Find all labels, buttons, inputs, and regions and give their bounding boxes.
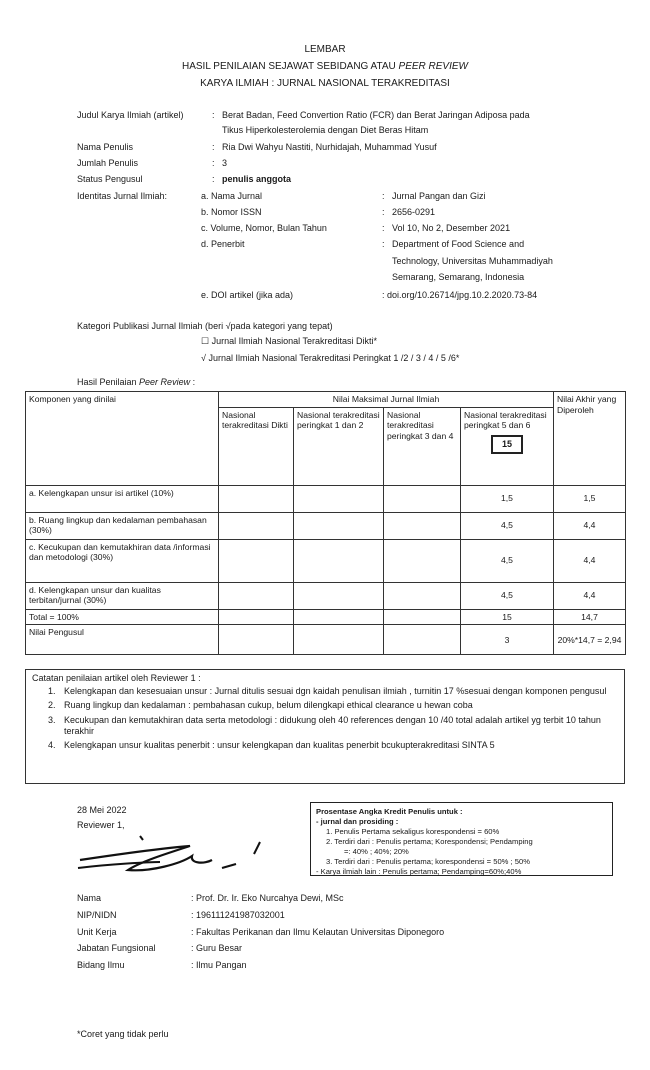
notes-title: Catatan penilaian artikel oleh Reviewer 1 : <box>32 673 201 683</box>
jumlah-value: 3 <box>222 158 228 168</box>
sign-reviewer: Reviewer 1, <box>77 820 125 830</box>
note-item: 1. Kelengkapan dan kesesuaian unsur : Jurnal ditulis sesuai dgn kaidah penulisan ilmiah , turnitin 17 %sesuai dengan komponen pengusul <box>58 686 618 697</box>
credit-sub: - jurnal dan prosiding : <box>316 817 399 827</box>
jurnal-field-label: e. DOI artikel (jika ada) <box>201 290 294 300</box>
colon: : <box>382 239 385 249</box>
jurnal-field-value: Semarang, Semarang, Indonesia <box>392 272 525 282</box>
penulis-label: Nama Penulis <box>77 142 134 152</box>
signature-icon <box>70 828 280 886</box>
header-nilai-maks: Nilai Maksimal Jurnal Ilmiah <box>219 392 554 408</box>
kategori-title: Kategori Publikasi Jurnal Ilmiah (beri √pada kategori yang tepat) <box>77 321 333 331</box>
footnote: *Coret yang tidak perlu <box>77 1029 169 1039</box>
checkbox-dikti[interactable]: ☐ Jurnal Ilmiah Nasional Terakreditasi Dikti* <box>201 336 377 346</box>
note-item: 2. Ruang lingkup dan kedalaman : pembahasan cukup, belum dilengkapi ethical clearance u hewan coba <box>58 700 618 711</box>
header-col: Nasional terakreditasi peringkat 5 dan 6 15 <box>461 407 554 485</box>
credit-item: 1. Penulis Pertama sekaligus korespondensi = 60% <box>326 827 500 837</box>
credit-last: - Karya ilmiah lain : Penulis pertama; Pendamping=60%;40% <box>316 867 522 877</box>
jurnal-field-value: Technology, Universitas Muhammadiyah <box>392 256 553 266</box>
jurnal-field-value: Vol 10, No 2, Desember 2021 <box>392 223 511 233</box>
table-row: a. Kelengkapan unsur isi artikel (10%) 1,5 1,5 <box>26 485 626 512</box>
judul-value-2: Tikus Hiperkolesterolemia dengan Diet Beras Hitam <box>222 125 429 135</box>
sign-label: Jabatan Fungsional <box>77 943 156 953</box>
sign-date: 28 Mei 2022 <box>77 805 127 815</box>
jurnal-field-value: Department of Food Science and <box>392 239 525 249</box>
checkbox-empty-icon: ☐ <box>201 336 210 346</box>
colon: : <box>382 207 385 217</box>
sign-value: : Ilmu Pangan <box>191 960 247 970</box>
status-label: Status Pengusul <box>77 174 143 184</box>
jurnal-field-value: Jurnal Pangan dan Gizi <box>392 191 486 201</box>
jurnal-label: Identitas Jurnal Ilmiah: <box>77 191 168 201</box>
table-row: b. Ruang lingkup dan kedalaman pembahasan (30%) 4,5 4,4 <box>26 512 626 539</box>
note-item: 4. Kelengkapan unsur kualitas penerbit : unsur kelengkapan dan kualitas penerbit bcukupterakreditasi SINTA 5 <box>58 740 618 751</box>
jurnal-field-label: a. Nama Jurnal <box>201 191 263 201</box>
credit-item: 2. Terdiri dari : Penulis pertama; Korespondensi; Pendamping <box>326 837 533 847</box>
colon: : <box>382 191 385 201</box>
header-col: Nasional terakreditasi peringkat 1 dan 2 <box>294 407 384 485</box>
boxed-max-value: 15 <box>491 435 523 454</box>
jurnal-field-label: d. Penerbit <box>201 239 245 249</box>
header-nilai-akhir: Nilai Akhir yang Diperoleh <box>554 392 626 486</box>
doc-title-line3: KARYA ILMIAH : JURNAL NASIONAL TERAKREDITASI <box>200 78 450 89</box>
sign-label: Nama <box>77 893 102 903</box>
credit-percentage-box <box>310 802 613 876</box>
penulis-value: Ria Dwi Wahyu Nastiti, Nurhidajah, Muhammad Yusuf <box>222 142 437 152</box>
table-row: c. Kecukupan dan kemutakhiran data /informasi dan metodologi (30%) 4,5 4,4 <box>26 539 626 582</box>
sign-value: : Guru Besar <box>191 943 243 953</box>
header-komponen: Komponen yang dinilai <box>26 392 219 486</box>
jurnal-field-label: b. Nomor ISSN <box>201 207 262 217</box>
credit-title: Prosentase Angka Kredit Penulis untuk : <box>316 807 463 816</box>
jumlah-label: Jumlah Penulis <box>77 158 139 168</box>
status-value: penulis anggota <box>222 174 292 184</box>
jurnal-field-label: c. Volume, Nomor, Bulan Tahun <box>201 223 327 233</box>
reviewer-notes <box>25 669 625 784</box>
colon: : <box>212 158 215 168</box>
table-row: d. Kelengkapan unsur dan kualitas terbitan/jurnal (30%) 4,5 4,4 <box>26 582 626 609</box>
sign-label: Bidang Ilmu <box>77 960 125 970</box>
colon: : <box>382 223 385 233</box>
table-row-total: Total = 100% 15 14,7 <box>26 609 626 625</box>
header-col: Nasional terakreditasi Dikti <box>219 407 294 485</box>
colon: : <box>382 290 385 300</box>
header-col: Nasional terakreditasi peringkat 3 dan 4 <box>384 407 461 485</box>
colon: : <box>212 142 215 152</box>
checkbox-peringkat[interactable]: √ Jurnal Ilmiah Nasional Terakreditasi Peringkat 1 /2 / 3 / 4 / 5 /6* <box>201 353 460 363</box>
jurnal-field-value: doi.org/10.26714/jpg.10.2.2020.73-84 <box>387 290 538 300</box>
doc-title-lembar: LEMBAR <box>304 44 346 55</box>
table-row-pengusul: Nilai Pengusul 3 20%*14,7 = 2,94 <box>26 625 626 655</box>
note-item: 3. Kecukupan dan kemutakhiran data serta metodologi : didukung oleh 40 references dengan 10 /40 total adalah artikel yg terbit 10 tahun terakhir <box>58 715 618 738</box>
sign-value: : Fakultas Perikanan dan Ilmu Kelautan Universitas Diponegoro <box>191 927 445 937</box>
sign-label: Unit Kerja <box>77 927 117 937</box>
score-table <box>25 391 626 655</box>
credit-item: 3. Terdiri dari : Penulis pertama; korespondensi = 50% ; 50% <box>326 857 530 867</box>
sign-value: : 196111241987032001 <box>191 910 285 920</box>
sign-label: NIP/NIDN <box>77 910 117 920</box>
credit-item: =: 40% ; 40%; 20% <box>344 847 409 857</box>
judul-value-1: Berat Badan, Feed Convertion Ratio (FCR) dan Berat Jaringan Adiposa pada <box>222 110 530 120</box>
judul-label: Judul Karya Ilmiah (artikel) <box>77 110 184 120</box>
doc-title-line2: HASIL PENILAIAN SEJAWAT SEBIDANG ATAU PEER REVIEW <box>181 61 468 72</box>
jurnal-field-value: 2656-0291 <box>392 207 436 217</box>
hasil-label: Hasil Penilaian Peer Review : <box>77 377 196 387</box>
colon: : <box>212 174 215 184</box>
checkmark-icon: √ <box>201 353 206 363</box>
sign-value-nama: : Prof. Dr. Ir. Eko Nurcahya Dewi, MSc <box>191 893 344 903</box>
colon: : <box>212 110 215 120</box>
